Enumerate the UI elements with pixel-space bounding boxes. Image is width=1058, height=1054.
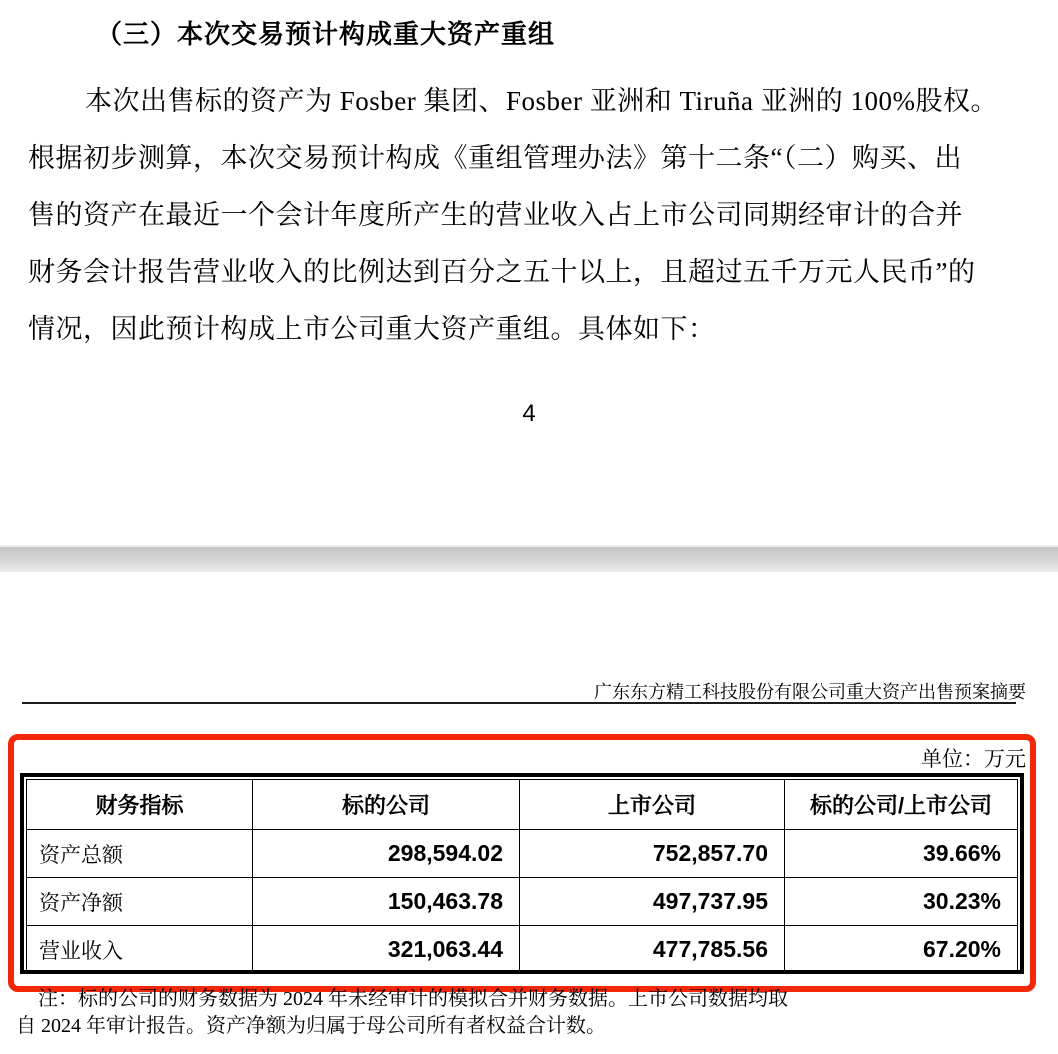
column-header-indicator: 财务指标 (27, 780, 253, 830)
table-row (27, 830, 1018, 878)
table-footnote (16, 986, 1036, 1040)
paragraph-line: 情况，因此预计构成上市公司重大资产重组。具体如下： (28, 314, 716, 344)
paragraph-line: 根据初步测算，本次交易预计构成《重组管理办法》第十二条“（二）购买、出 (28, 143, 962, 173)
row-ratio-value: 39.66% (785, 830, 1018, 878)
financial-table (20, 773, 1024, 974)
table-row (27, 926, 1018, 974)
section-heading: （三）本次交易预计构成重大资产重组 (96, 19, 556, 49)
column-header-ratio: 标的公司/上市公司 (785, 780, 1018, 830)
row-listed-value: 752,857.70 (520, 830, 785, 878)
page-separator (0, 545, 1058, 572)
row-listed-value: 497,737.95 (520, 878, 785, 926)
running-header: 广东东方精工科技股份有限公司重大资产出售预案摘要 (594, 682, 1026, 702)
paragraph-line: 售的资产在最近一个会计年度所产生的营业收入占上市公司同期经审计的合并 (28, 200, 963, 230)
row-target-value: 298,594.02 (253, 830, 520, 878)
table-row (27, 878, 1018, 926)
row-target-value: 321,063.44 (253, 926, 520, 974)
table-header-row (27, 780, 1018, 830)
row-ratio-value: 30.23% (785, 878, 1018, 926)
paragraph-line: 本次出售标的资产为 Fosber 集团、Fosber 亚洲和 Tiruña 亚洲的 100%股权。 (85, 86, 999, 116)
row-ratio-value: 67.20% (785, 926, 1018, 974)
footnote-line: 注：标的公司的财务数据为 2024 年未经审计的模拟合并财务数据。上市公司数据均取 (38, 988, 788, 1010)
row-indicator: 资产净额 (27, 878, 253, 926)
page-number: 4 (522, 400, 536, 427)
body-paragraph (28, 73, 1034, 358)
footnote-line: 自 2024 年审计报告。资产净额为归属于母公司所有者权益合计数。 (16, 1015, 606, 1037)
row-indicator: 营业收入 (27, 926, 253, 974)
row-listed-value: 477,785.56 (520, 926, 785, 974)
column-header-target: 标的公司 (253, 780, 520, 830)
row-indicator: 资产总额 (27, 830, 253, 878)
header-rule (22, 702, 1016, 704)
unit-label: 单位：万元 (921, 747, 1026, 771)
row-target-value: 150,463.78 (253, 878, 520, 926)
paragraph-line: 财务会计报告营业收入的比例达到百分之五十以上，且超过五千万元人民币”的 (28, 257, 976, 287)
column-header-listed: 上市公司 (520, 780, 785, 830)
